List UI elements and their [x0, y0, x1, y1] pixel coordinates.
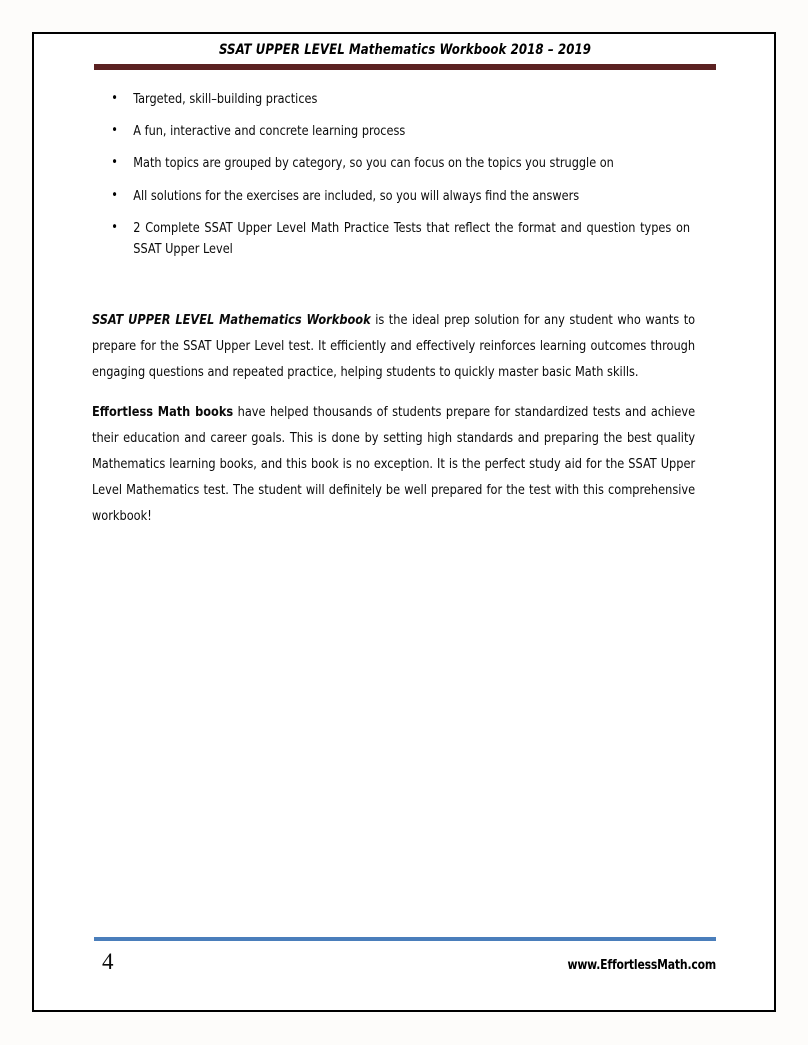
bullet-text: A fun, interactive and concrete learning process	[133, 124, 406, 140]
page-number: 4	[102, 949, 114, 974]
footer-website-link[interactable]: www.EffortlessMath.com	[567, 958, 716, 973]
page-inner	[34, 34, 774, 1010]
document-header	[94, 42, 716, 70]
content-spacer	[92, 271, 717, 308]
header-title: SSAT UPPER LEVEL Mathematics Workbook 2018 – 2019	[218, 42, 592, 58]
paragraph-product-description	[92, 308, 695, 386]
bullet-text: Targeted, skill–building practices	[133, 92, 318, 107]
footer-rule-divider	[94, 937, 716, 941]
paragraph-publisher-description	[92, 400, 695, 530]
paragraph-lead-title: SSAT UPPER LEVEL Mathematics Workbook	[92, 313, 371, 329]
footer-row	[94, 950, 716, 973]
page-content	[92, 89, 717, 530]
paragraph-lead-brand: Effortless Math books	[92, 404, 234, 420]
paragraph-body: have helped thousands of students prepare for standardized tests and achieve their education and career goals. This is done by setting high standards and preparing the best quality Mathematics learning books, and this book is no exception. It is the perfect study aid for the SSAT Upper Level Mathematics test. The student will definitely be well prepared for the test with this comprehensive workbook!	[92, 404, 696, 524]
paragraph-body: is the ideal prep solution for any student who wants to prepare for the SSAT Upper Level test. It efficiently and effectively reinforces learning outcomes through engaging questions and repeated practice, helping students to quickly master basic Math skills.	[92, 313, 696, 381]
features-bullet-list	[92, 89, 717, 260]
list-item	[92, 89, 692, 110]
list-item	[92, 186, 692, 207]
bullet-text: All solutions for the exercises are included, so you will always find the answers	[133, 188, 580, 204]
list-item	[92, 218, 692, 260]
list-item	[92, 121, 692, 142]
list-item	[92, 153, 692, 174]
document-footer	[94, 937, 716, 973]
header-rule-divider	[94, 64, 716, 70]
content-spacer	[92, 386, 717, 400]
bullet-text: 2 Complete SSAT Upper Level Math Practice Tests that reflect the format and question types on SSAT Upper Level	[133, 220, 691, 258]
bullet-text: Math topics are grouped by category, so you can focus on the topics you struggle on	[133, 156, 614, 172]
page-sheet	[32, 32, 776, 1012]
